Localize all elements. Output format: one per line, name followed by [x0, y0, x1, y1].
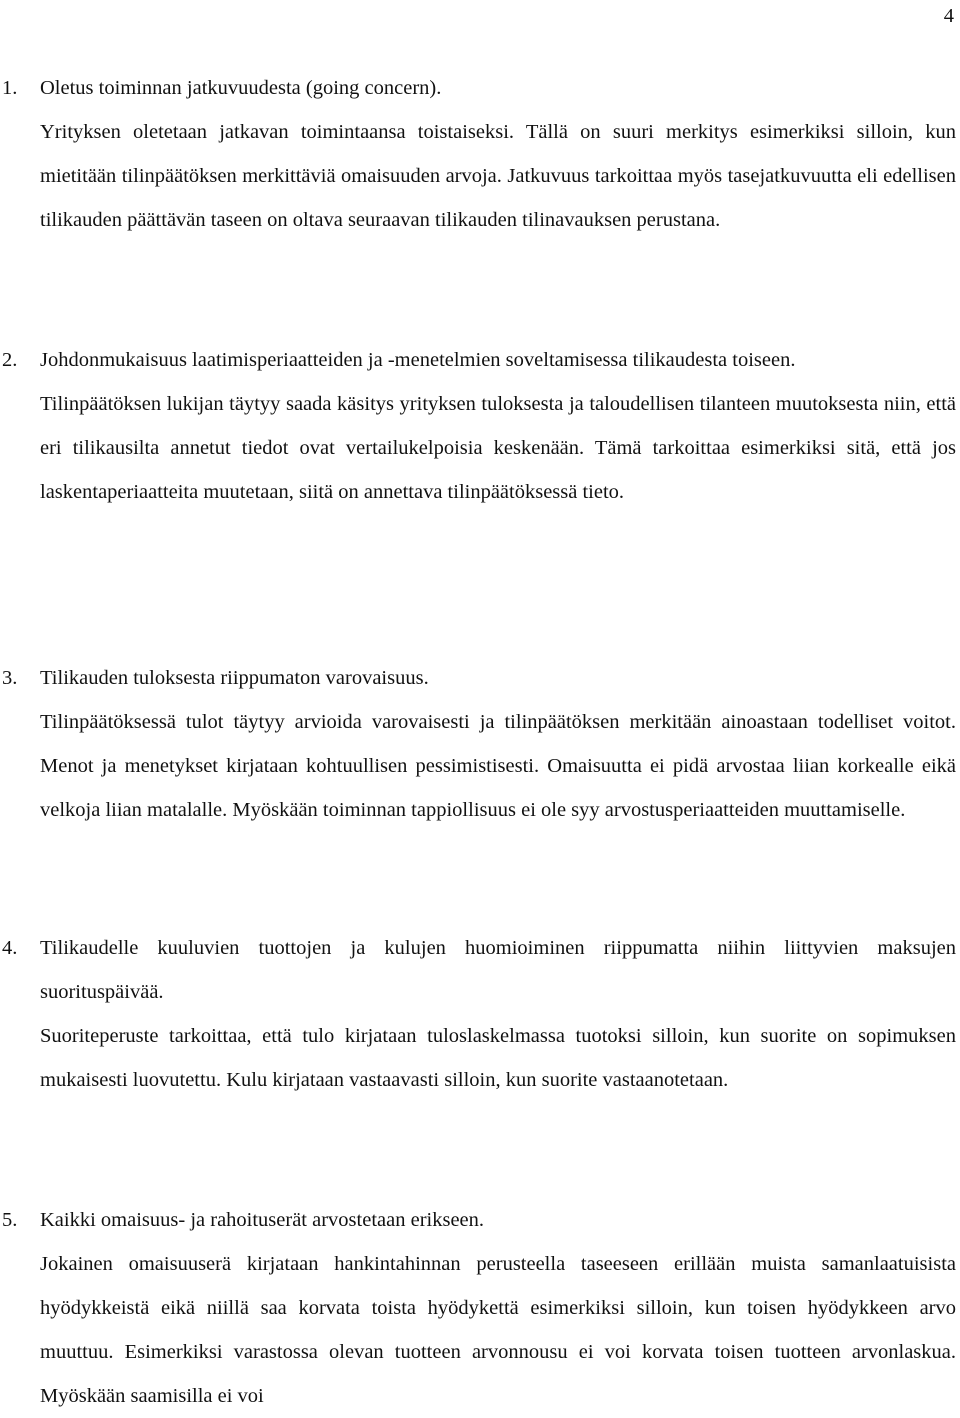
page-number: 4	[943, 5, 954, 27]
section-title: Johdonmukaisuus laatimisperiaatteiden ja -menetelmien soveltamisessa tilikaudesta toiseen.	[40, 349, 796, 371]
section-number: 5.	[2, 1209, 18, 1231]
section-number: 4.	[2, 937, 18, 959]
section-heading	[0, 656, 956, 700]
section-heading	[0, 926, 956, 1014]
section-title: Kaikki omaisuus- ja rahoituserät arvostetaan erikseen.	[40, 1209, 485, 1231]
section-2	[0, 338, 956, 514]
section-number: 2.	[2, 349, 18, 371]
section-heading	[0, 66, 956, 110]
section-heading	[0, 1198, 956, 1242]
section-number: 1.	[2, 77, 18, 99]
section-title: Tilikaudelle kuuluvien tuottojen ja kulujen huomioiminen riippumatta niihin liittyvien maksujen suorituspäivää.	[40, 937, 956, 1003]
section-title: Oletus toiminnan jatkuvuudesta (going concern).	[40, 77, 442, 99]
section-4	[0, 926, 956, 1102]
section-body: Tilinpäätöksessä tulot täytyy arvioida varovaisesti ja tilinpäätöksen merkitään ainoastaan todelliset voitot. Menot ja menetykset kirjataan kohtuullisen pessimistisesti. Omaisuutta ei pidä arvostaa liian korkealle eikä velkoja liian matalalle. Myöskään toiminnan tappiollisuus ei ole syy arvostusperiaatteiden muuttamiselle.	[40, 711, 956, 821]
section-body: Jokainen omaisuuserä kirjataan hankintahinnan perusteella taseeseen erillään muista samanlaatuisista hyödykkeistä eikä niillä saa korvata toista hyödykettä esimerkiksi silloin, kun toisen hyödykkeen arvo muuttuu. Esimerkiksi varastossa olevan tuotteen arvonnousu ei voi korvata toisen tuotteen arvonlaskua. Myöskään saamisilla ei voi	[40, 1253, 956, 1407]
section-heading	[0, 338, 956, 382]
section-title: Tilikauden tuloksesta riippumaton varovaisuus.	[40, 667, 429, 689]
section-5	[0, 1198, 956, 1418]
section-1	[0, 66, 956, 242]
section-body: Yrityksen oletetaan jatkavan toimintaansa toistaiseksi. Tällä on suuri merkitys esimerkiksi silloin, kun mietitään tilinpäätöksen merkittäviä omaisuuden arvoja. Jatkuvuus tarkoittaa myös tasejatkuvuutta eli edellisen tilikauden päättävän taseen on oltava seuraavan tilikauden tilinavauksen perustana.	[40, 121, 956, 231]
section-3	[0, 656, 956, 832]
section-number: 3.	[2, 667, 18, 689]
section-body: Suoriteperuste tarkoittaa, että tulo kirjataan tuloslaskelmassa tuotoksi silloin, kun suorite on sopimuksen mukaisesti luovutettu. Kulu kirjataan vastaavasti silloin, kun suorite vastaanotetaan.	[40, 1025, 956, 1091]
section-body: Tilinpäätöksen lukijan täytyy saada käsitys yrityksen tuloksesta ja taloudellisen tilanteen muutoksesta niin, että eri tilikausilta annetut tiedot ovat vertailukelpoisia keskenään. Tämä tarkoittaa esimerkiksi sitä, että jos laskentaperiaatteita muutetaan, siitä on annettava tilinpäätöksessä tieto.	[40, 393, 956, 503]
